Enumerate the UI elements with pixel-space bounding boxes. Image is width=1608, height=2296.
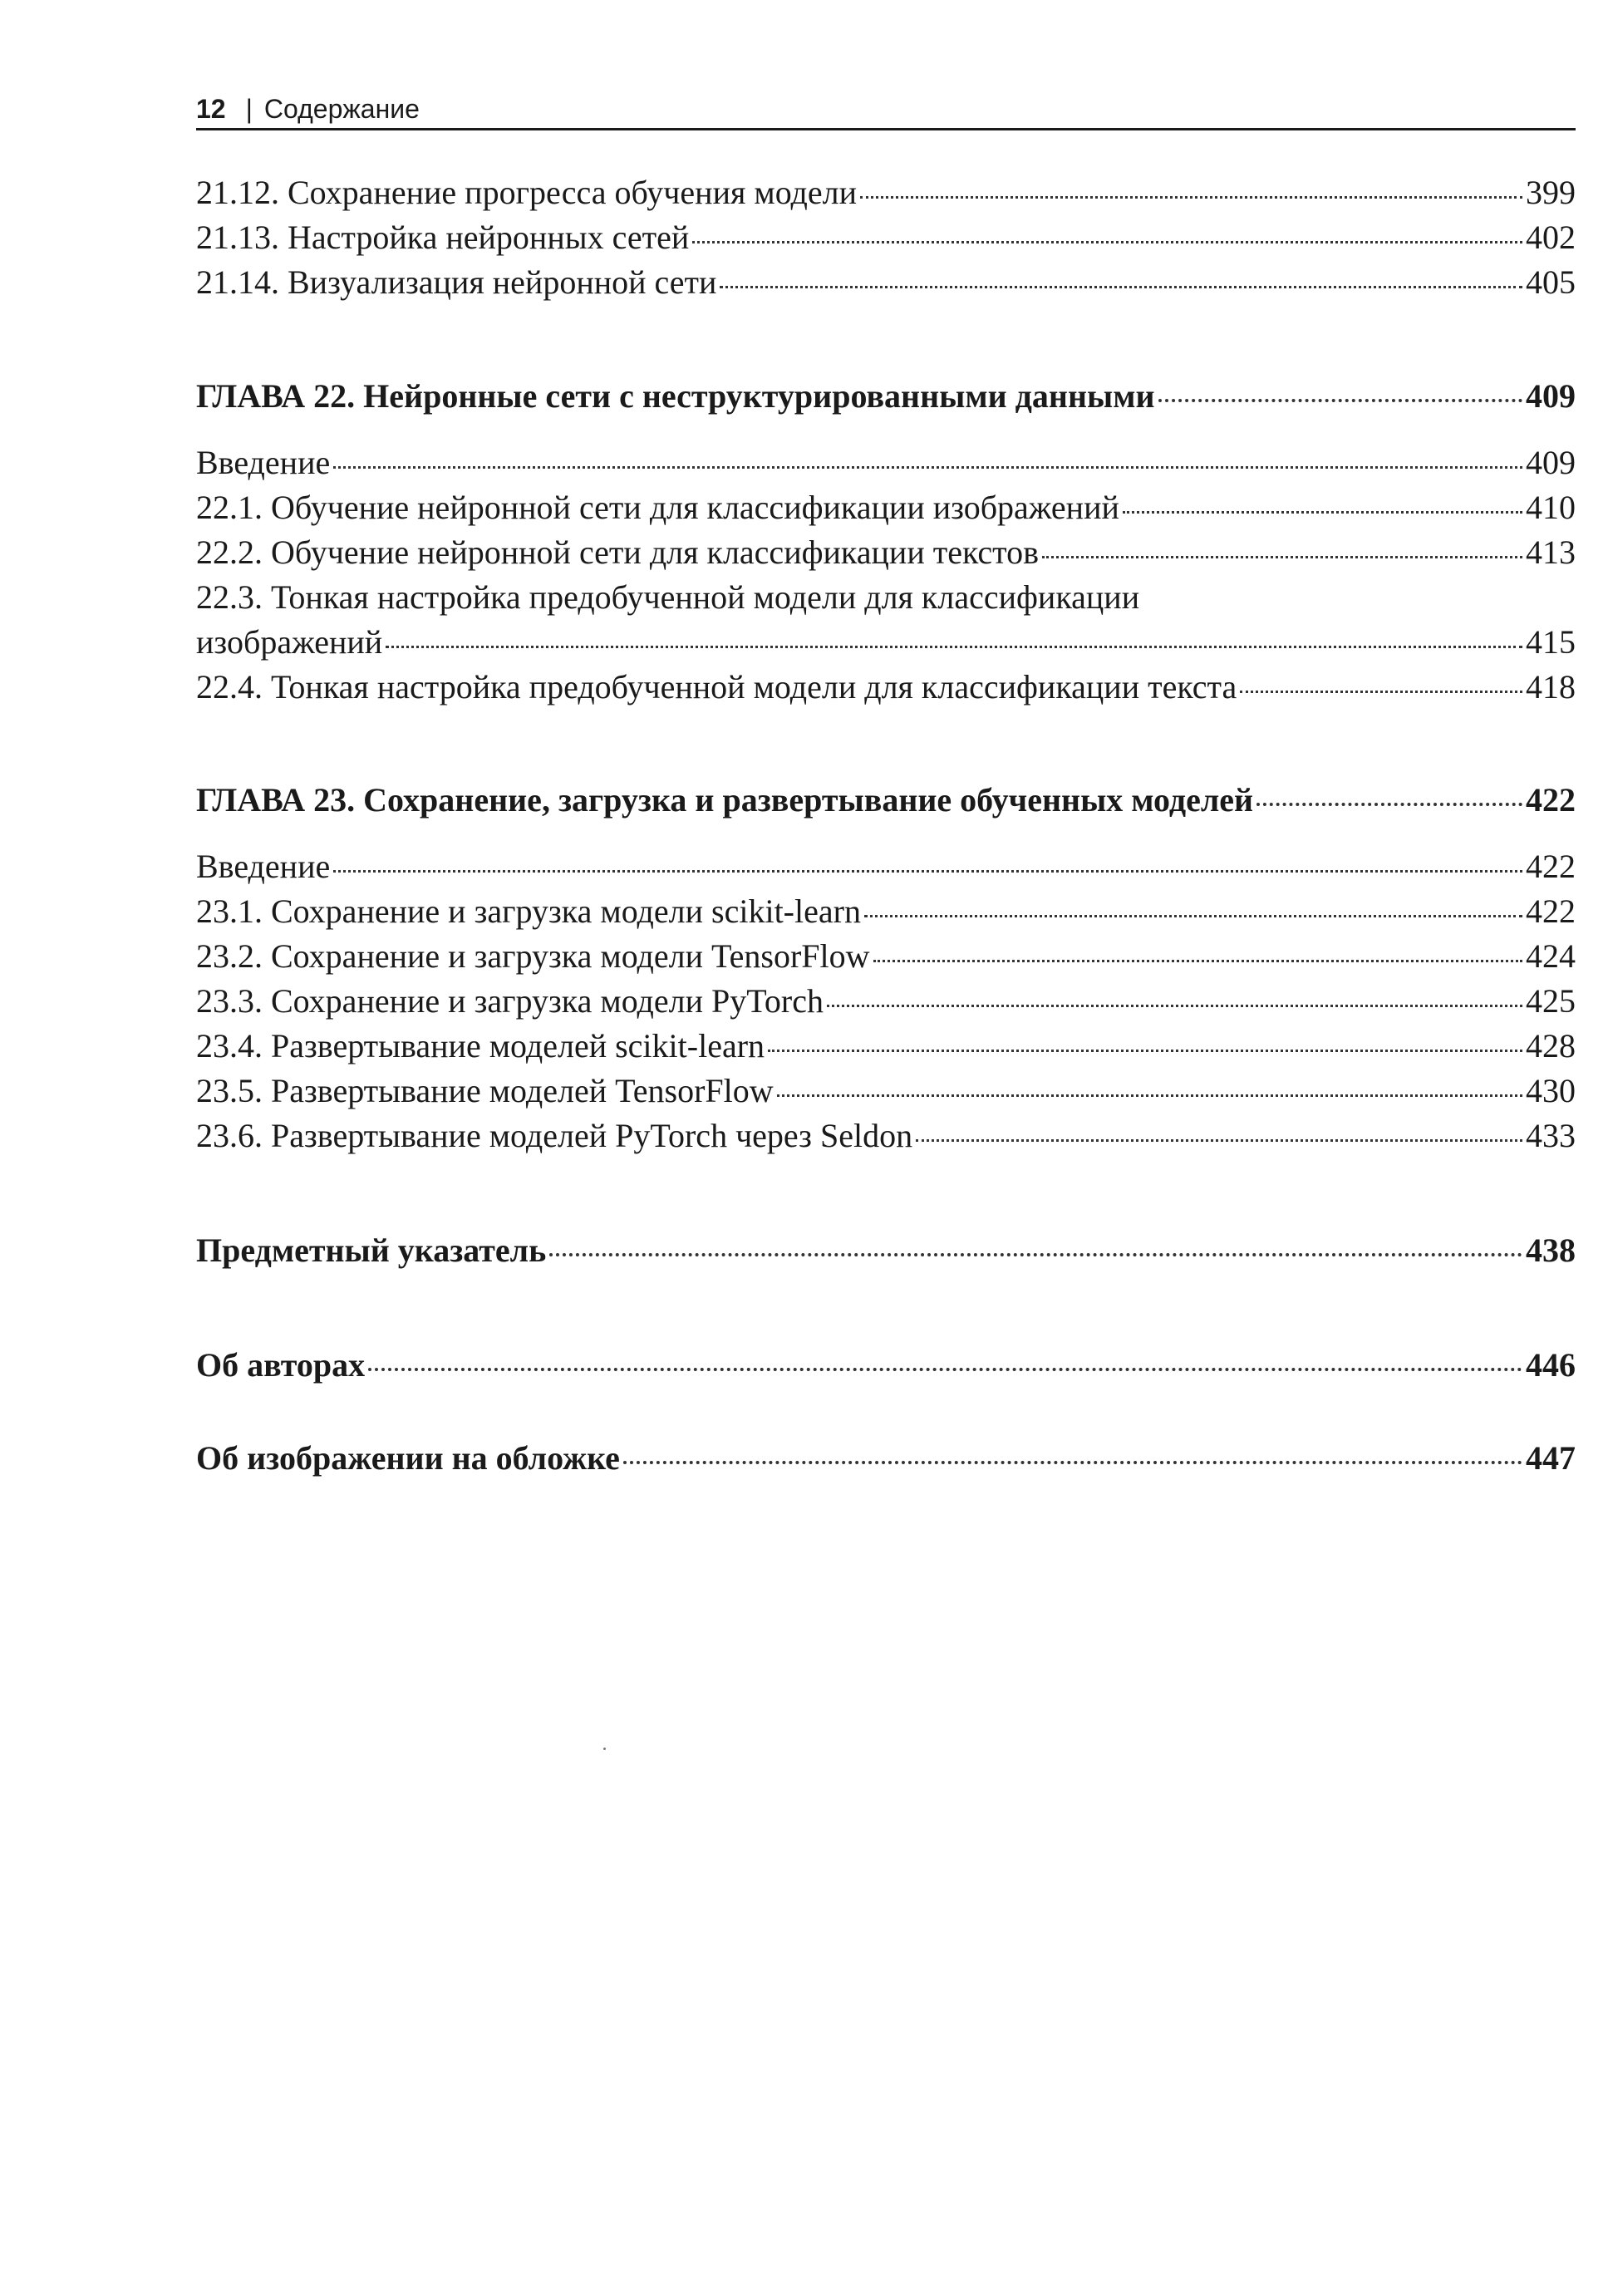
chapter-title: Об изображении на обложке	[196, 1439, 620, 1477]
toc-entry-page: 424	[1526, 937, 1576, 975]
dot-leader	[777, 1094, 1522, 1097]
dot-leader	[860, 195, 1522, 199]
toc-entry-22-intro[interactable]	[196, 440, 1576, 485]
toc-entry-title: 23.4. Развертывание моделей scikit-learn	[196, 1027, 765, 1064]
toc-entry-page: 418	[1526, 668, 1576, 706]
chapter-page: 446	[1526, 1346, 1576, 1384]
toc-entry-page: 422	[1526, 848, 1576, 885]
toc-entry-title: 21.14. Визуализация нейронной сети	[196, 263, 717, 301]
dot-leader	[333, 465, 1522, 469]
toc-entry-page: 405	[1526, 263, 1576, 301]
toc-chapter-23[interactable]	[196, 778, 1576, 823]
dot-leader	[549, 1252, 1522, 1256]
dot-leader	[768, 1049, 1522, 1052]
toc-entry-22-4[interactable]	[196, 665, 1576, 710]
dot-leader	[1158, 398, 1522, 402]
toc-entry-page: 428	[1526, 1027, 1576, 1064]
running-head-section: Содержание	[263, 94, 420, 124]
toc-chapter-22[interactable]	[196, 374, 1576, 419]
toc-entry-title: 22.3. Тонкая настройка предобученной модели для классификации	[196, 578, 1140, 616]
chapter-title: Предметный указатель	[196, 1232, 547, 1269]
toc-entry-title: 23.1. Сохранение и загрузка модели scikit-learn	[196, 892, 861, 930]
toc-entry-23-2[interactable]	[196, 934, 1576, 979]
toc-entry-23-5[interactable]	[196, 1069, 1576, 1114]
toc-entry-22-3-line2[interactable]	[196, 620, 1576, 665]
toc-entry-title: 22.1. Обучение нейронной сети для классификации изображений	[196, 489, 1119, 526]
dot-leader	[864, 914, 1522, 917]
dot-leader	[1042, 555, 1522, 558]
toc-entry-page: 399	[1526, 174, 1576, 211]
dot-leader	[623, 1460, 1522, 1464]
running-head	[196, 90, 1576, 130]
chapter-page: 409	[1526, 377, 1576, 415]
toc-entry-22-1[interactable]	[196, 485, 1576, 530]
dot-leader	[692, 240, 1522, 243]
chapter-page: 422	[1526, 781, 1576, 819]
toc-entry-title: 23.3. Сохранение и загрузка модели PyTorch	[196, 982, 824, 1020]
dot-leader	[827, 1004, 1522, 1007]
dot-leader	[1123, 510, 1522, 514]
toc-entry-page: 409	[1526, 444, 1576, 481]
toc-entry-21-12[interactable]	[196, 170, 1576, 215]
toc-entry-page: 402	[1526, 219, 1576, 256]
toc-entry-23-1[interactable]	[196, 889, 1576, 934]
dot-leader	[916, 1138, 1522, 1142]
toc-entry-title: 23.5. Развертывание моделей TensorFlow	[196, 1072, 774, 1109]
toc-entry-title: Введение	[196, 848, 331, 885]
toc-entry-21-14[interactable]	[196, 260, 1576, 305]
header-separator: |	[245, 94, 253, 124]
toc-entry-21-13[interactable]	[196, 215, 1576, 260]
toc-entry-title-continued: изображений	[196, 623, 383, 661]
toc-entry-title: Введение	[196, 444, 331, 481]
scan-speck	[603, 1748, 606, 1750]
chapter-title: ГЛАВА 23. Сохранение, загрузка и развертывание обученных моделей	[196, 781, 1254, 819]
toc-entry-title: 22.4. Тонкая настройка предобученной модели для классификации текста	[196, 668, 1237, 706]
toc-entry-22-3-line1[interactable]	[196, 575, 1576, 620]
dot-leader	[386, 645, 1522, 648]
dot-leader	[1240, 690, 1522, 693]
chapter-title: Об авторах	[196, 1346, 366, 1384]
page-number: 12	[196, 94, 226, 124]
toc-entry-page: 415	[1526, 623, 1576, 661]
toc-entry-23-3[interactable]	[196, 979, 1576, 1024]
toc-entry-page: 425	[1526, 982, 1576, 1020]
chapter-page: 447	[1526, 1439, 1576, 1477]
toc-entry-page: 422	[1526, 892, 1576, 930]
toc-entry-page: 410	[1526, 489, 1576, 526]
chapter-title: ГЛАВА 22. Нейронные сети с неструктурированными данными	[196, 377, 1155, 415]
dot-leader	[333, 869, 1522, 873]
toc-entry-23-intro[interactable]	[196, 844, 1576, 889]
toc-entry-23-6[interactable]	[196, 1114, 1576, 1158]
toc-entry-22-2[interactable]	[196, 530, 1576, 575]
toc-authors[interactable]	[196, 1343, 1576, 1388]
toc-index[interactable]	[196, 1228, 1576, 1273]
toc-cover[interactable]	[196, 1436, 1576, 1481]
toc-entry-title: 23.2. Сохранение и загрузка модели TensorFlow	[196, 937, 870, 975]
toc-entry-title: 22.2. Обучение нейронной сети для классификации текстов	[196, 533, 1039, 571]
dot-leader	[720, 285, 1522, 288]
toc-entry-page: 433	[1526, 1117, 1576, 1154]
toc-entry-page: 413	[1526, 533, 1576, 571]
dot-leader	[368, 1367, 1522, 1371]
toc-entry-23-4[interactable]	[196, 1024, 1576, 1069]
toc-entry-page: 430	[1526, 1072, 1576, 1109]
toc-entry-title: 23.6. Развертывание моделей PyTorch через Seldon	[196, 1117, 913, 1154]
toc-entry-title: 21.13. Настройка нейронных сетей	[196, 219, 690, 256]
dot-leader	[873, 959, 1522, 962]
dot-leader	[1256, 802, 1522, 806]
toc-entry-title: 21.12. Сохранение прогресса обучения модели	[196, 174, 858, 211]
chapter-page: 438	[1526, 1232, 1576, 1269]
